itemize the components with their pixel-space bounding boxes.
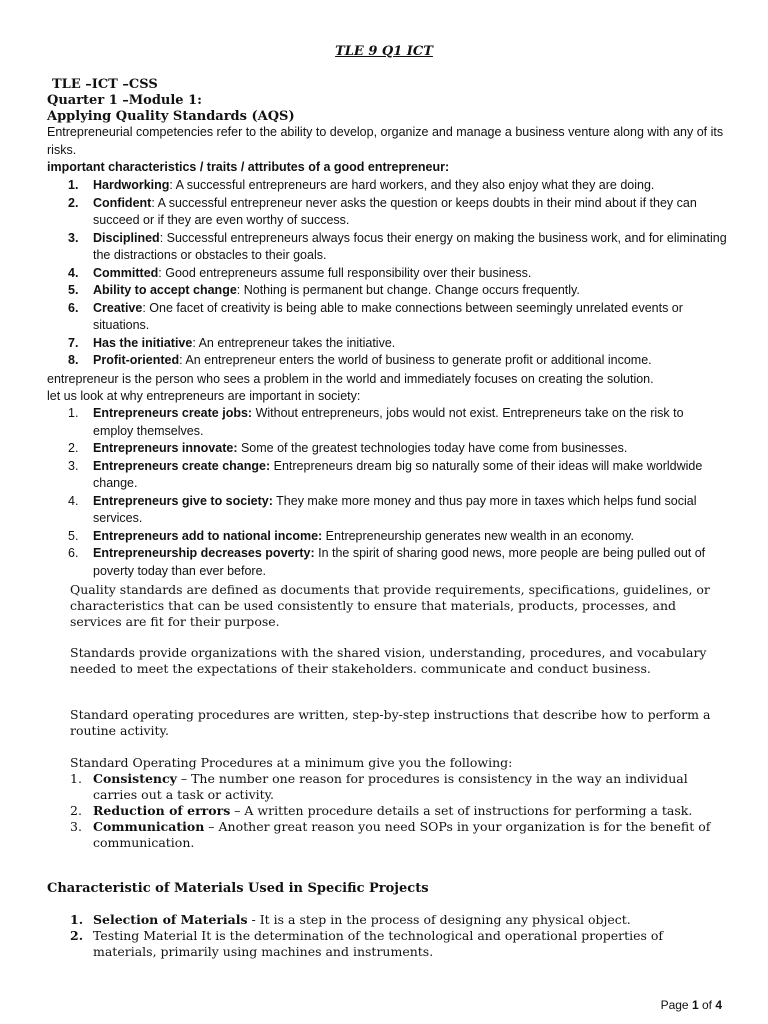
materials-heading: Characteristic of Materials Used in Specific Projects bbox=[47, 881, 429, 896]
list-item: 4. Entrepreneurs give to society: They make more money and thus pay more in taxes which helps fund social services. bbox=[68, 493, 697, 525]
list-item: 2. Entrepreneurs innovate: Some of the greatest technologies today have come from businesses. bbox=[68, 441, 628, 455]
module-title: Applying Quality Standards (AQS) bbox=[47, 109, 295, 124]
list-item: 3. Entrepreneurs create change: Entrepreneurs dream big so naturally some of their ideas will make worldwide change. bbox=[68, 458, 703, 490]
list-item: 1. Selection of Materials - It is a step in the process of designing any physical object. bbox=[70, 912, 631, 927]
list-item: 1. Consistency – The number one reason for procedures is consistency in the way an individual carries out a task or activity. bbox=[70, 771, 688, 802]
sop-list bbox=[70, 771, 730, 851]
list-item: 7. Has the initiative: An entrepreneur takes the initiative. bbox=[68, 335, 396, 350]
document-title: TLE 9 Q1 ICT bbox=[335, 44, 433, 59]
quarter-heading: Quarter 1 –Module 1: bbox=[47, 93, 202, 108]
materials-list bbox=[70, 912, 730, 960]
page-number: Page 1 of 4 bbox=[660, 998, 722, 1012]
standards-paragraph: Standards provide organizations with the shared vision, understanding, procedures, and vocabulary needed to meet the expectations of their stakeholders. communicate and conduct business. bbox=[70, 645, 707, 676]
list-item: 5. Entrepreneurs add to national income: Entrepreneurship generates new wealth in an economy. bbox=[68, 528, 634, 543]
list-item: 1. Entrepreneurs create jobs: Without entrepreneurs, jobs would not exist. Entrepreneurs take on the risk to employ themselves. bbox=[68, 406, 684, 438]
importance-heading: let us look at why entrepreneurs are important in society: bbox=[47, 389, 361, 403]
list-item: 5. Ability to accept change: Nothing is permanent but change. Change occurs frequently. bbox=[68, 283, 580, 297]
list-item: 8. Profit-oriented: An entrepreneur enters the world of business to generate profit or additional income. bbox=[68, 353, 652, 367]
list-item: 2. Testing Material It is the determination of the technological and operational properties of materials, primarily using machines and instruments. bbox=[70, 928, 664, 959]
sop-intro: Standard Operating Procedures at a minimum give you the following: bbox=[70, 755, 513, 770]
list-item: 2. Reduction of errors – A written procedure details a set of instructions for performing a task. bbox=[70, 803, 693, 818]
list-item: 2. Confident: A successful entrepreneur never asks the question or keeps doubts in their mind about if they can succeed or if they are even worthy of success. bbox=[68, 195, 697, 227]
list-item: 6. Entrepreneurship decreases poverty: In the spirit of sharing good news, more people are being pulled out of poverty today than ever before. bbox=[68, 546, 706, 578]
traits-list bbox=[47, 177, 727, 370]
importance-list bbox=[47, 405, 727, 580]
list-item: 6. Creative: One facet of creativity is being able to make connections between seemingly unrelated events or situations. bbox=[68, 300, 683, 332]
intro-paragraph: Entrepreneurial competencies refer to the ability to develop, organize and manage a business venture along with any of its risks. bbox=[47, 125, 724, 157]
list-item: 3. Communication – Another great reason you need SOPs in your organization is for the benefit of communication. bbox=[70, 819, 711, 850]
entrepreneur-definition: entrepreneur is the person who sees a problem in the world and immediately focuses on creating the solution. bbox=[47, 372, 654, 386]
quality-standards-paragraph: Quality standards are defined as documents that provide requirements, specifications, guidelines, or characteristics that can be used consistently to ensure that materials, products, processes, and services are fit for their purpose. bbox=[70, 582, 710, 629]
sop-paragraph: Standard operating procedures are written, step-by-step instructions that describe how to perform a routine activity. bbox=[70, 707, 711, 738]
list-item: 1. Hardworking: A successful entrepreneurs are hard workers, and they also enjoy what they are doing. bbox=[68, 178, 655, 192]
list-item: 4. Committed: Good entrepreneurs assume full responsibility over their business. bbox=[68, 265, 532, 280]
subject-heading: TLE –ICT –CSS bbox=[52, 77, 158, 92]
traits-heading: important characteristics / traits / attributes of a good entrepreneur: bbox=[47, 160, 450, 174]
list-item: 3. Disciplined: Successful entrepreneurs always focus their energy on making the business work, and for eliminating the distractions or obstacles to their goals. bbox=[68, 230, 727, 262]
